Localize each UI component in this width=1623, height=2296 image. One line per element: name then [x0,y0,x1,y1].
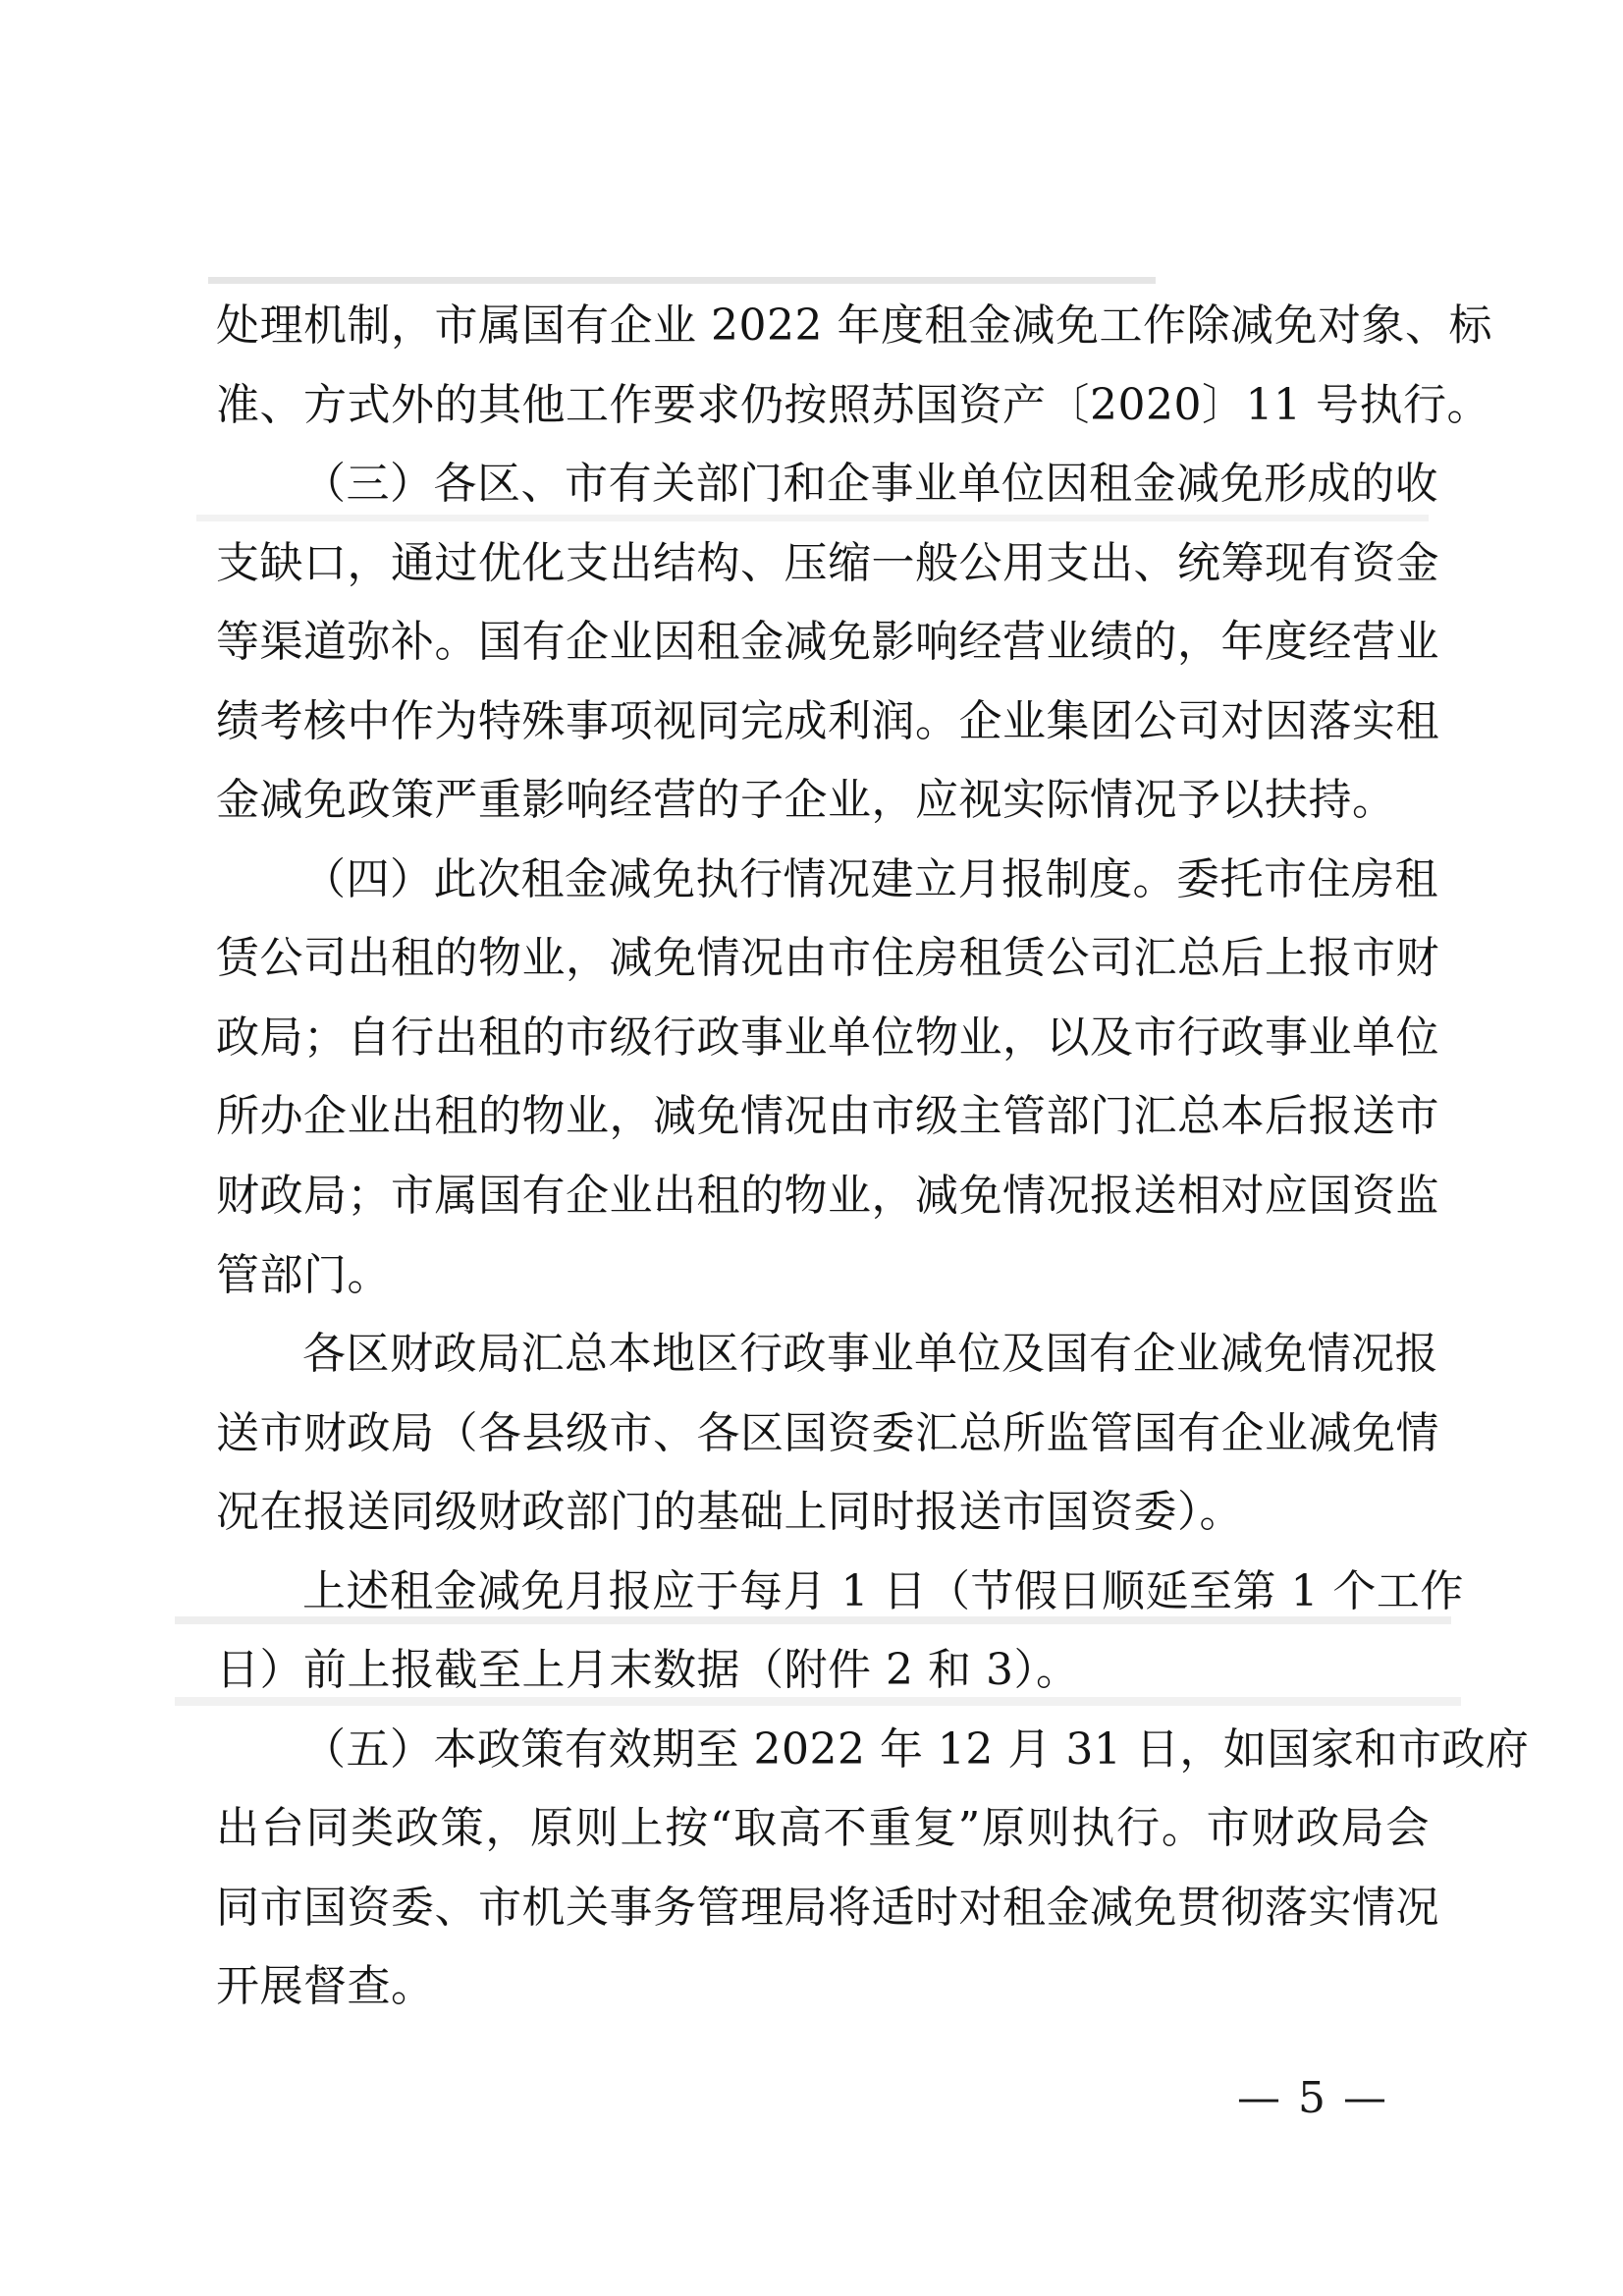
text-line: 赁公司出租的物业，减免情况由市住房租赁公司汇总后上报市财 [216,933,1439,984]
text-line: 日）前上报截至上月末数据（附件 2 和 3）。 [216,1645,1080,1696]
text-line: 绩考核中作为特殊事项视同完成利润。企业集团公司对因落实租 [216,695,1439,746]
text-line: 财政局；市属国有企业出租的物业，减免情况报送相对应国资监 [216,1171,1439,1222]
paragraph [216,287,1492,445]
text-line: 金减免政策严重影响经营的子企业，应视实际情况予以扶持。 [216,775,1396,826]
text-line: 况在报送同级财政部门的基础上同时报送市国资委）。 [216,1487,1243,1538]
body-text [216,287,1530,2027]
text-line: 支缺口，通过优化支出结构、压缩一般公用支出、统筹现有资金 [216,537,1439,588]
scan-artifact [208,277,1156,284]
text-line: 同市国资委、市机关事务管理局将适时对租金减免贯彻落实情况 [216,1882,1439,1933]
text-line: 上述租金减免月报应于每月 1 日（节假日顺延至第 1 个工作 [302,1565,1464,1616]
text-line: 各区财政局汇总本地区行政事业单位及国有企业减免情况报 [302,1329,1438,1380]
page-footer [1237,2074,1388,2123]
text-line: 准、方式外的其他工作要求仍按照苏国资产〔2020〕11 号执行。 [216,379,1490,430]
text-line: （三）各区、市有关部门和企事业单位因租金减免形成的收 [302,459,1438,510]
paragraph [216,445,1439,841]
text-line: 送市财政局（各县级市、各区国资委汇总所监管国有企业减免情 [216,1407,1439,1458]
text-line: 出台同类政策，原则上按“取高不重复”原则执行。市财政局会 [216,1803,1430,1854]
paragraph [216,841,1439,1315]
paragraph [216,1711,1530,2027]
text-line: 管部门。 [216,1249,391,1300]
text-line: 等渠道弥补。国有企业因租金减免影响经营业绩的，年度经营业 [216,617,1439,668]
text-line: 开展督查。 [216,1961,435,2012]
text-line: （五）本政策有效期至 2022 年 12 月 31 日，如国家和市政府 [302,1723,1530,1775]
paragraph [216,1553,1464,1711]
text-line: 处理机制，市属国有企业 2022 年度租金减免工作除减免对象、标 [216,301,1492,351]
page-number: — 5 — [1237,2073,1388,2123]
text-line: 所办企业出租的物业，减免情况由市级主管部门汇总本后报送市 [216,1091,1439,1142]
text-line: （四）此次租金减免执行情况建立月报制度。委托市住房租 [302,853,1438,904]
paragraph [216,1315,1439,1553]
text-line: 政局；自行出租的市级行政事业单位物业，以及市行政事业单位 [216,1011,1439,1063]
